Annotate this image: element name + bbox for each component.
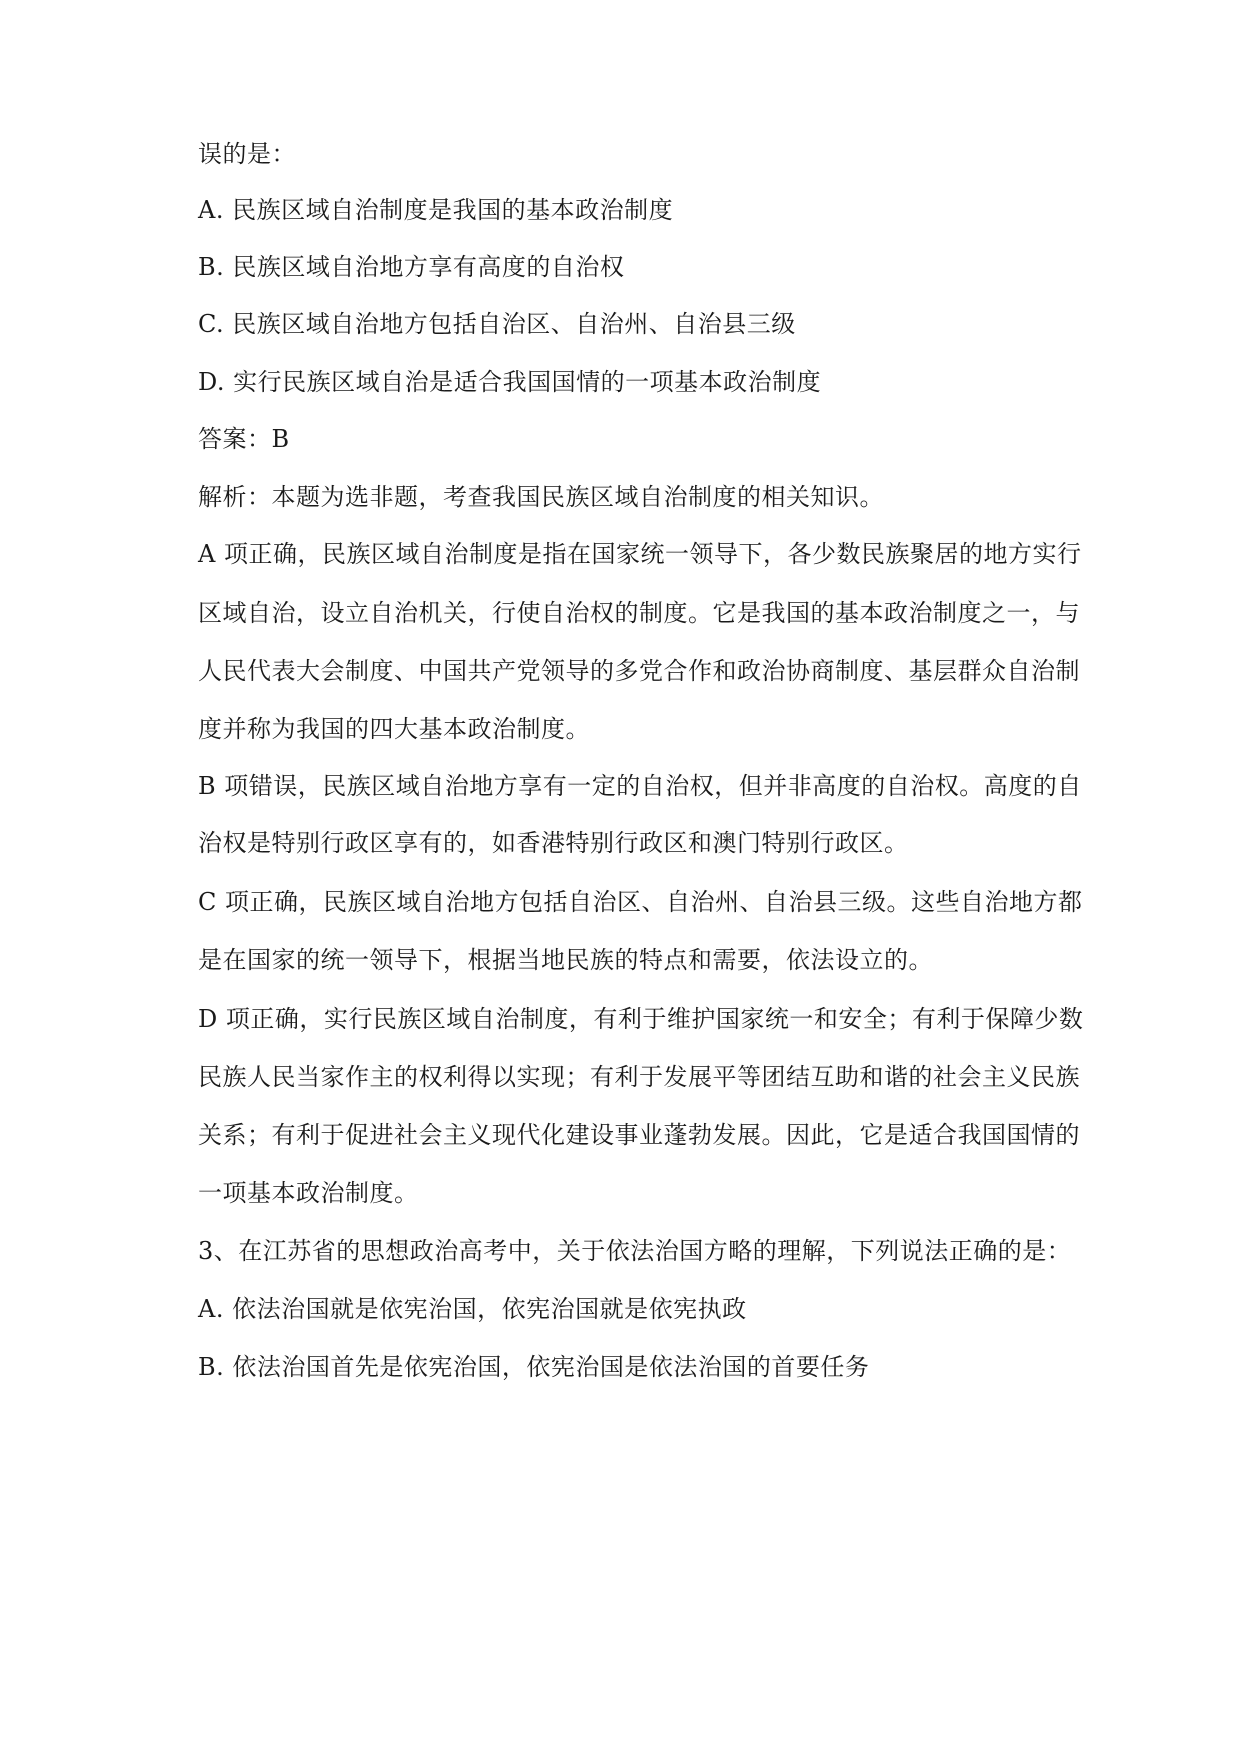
analysis-d-line-3: 关系；有利于促进社会主义现代化建设事业蓬勃发展。因此，它是适合我国国情的 (198, 1121, 1080, 1149)
analysis-a-line-3: 人民代表大会制度、中国共产党领导的多党合作和政治协商制度、基层群众自治制 (198, 657, 1080, 685)
option-c: C. 民族区域自治地方包括自治区、自治州、自治县三级 (198, 310, 796, 338)
analysis-a-line-1: A 项正确，民族区域自治制度是指在国家统一领导下，各少数民族聚居的地方实行 (198, 540, 1082, 568)
analysis-c-line-1: C 项正确，民族区域自治地方包括自治区、自治州、自治县三级。这些自治地方都 (198, 888, 1083, 916)
analysis-intro: 解析：本题为选非题，考查我国民族区域自治制度的相关知识。 (198, 483, 884, 511)
option-d: D. 实行民族区域自治是适合我国国情的一项基本政治制度 (198, 368, 822, 396)
analysis-c-line-2: 是在国家的统一领导下，根据当地民族的特点和需要，依法设立的。 (198, 946, 933, 974)
question-3-option-a: A. 依法治国就是依宪治国，依宪治国就是依宪执政 (198, 1295, 747, 1323)
analysis-b-line-1: B 项错误，民族区域自治地方享有一定的自治权，但并非高度的自治权。高度的自 (198, 772, 1082, 800)
analysis-d-line-4: 一项基本政治制度。 (198, 1179, 419, 1207)
question-3-stem: 3、在江苏省的思想政治高考中，关于依法治国方略的理解，下列说法正确的是： (198, 1237, 1072, 1265)
analysis-a-line-4: 度并称为我国的四大基本政治制度。 (198, 715, 590, 743)
answer: 答案：B (198, 425, 290, 453)
analysis-b-line-2: 治权是特别行政区享有的，如香港特别行政区和澳门特别行政区。 (198, 829, 909, 857)
analysis-a-line-2: 区域自治，设立自治机关，行使自治权的制度。它是我国的基本政治制度之一，与 (198, 599, 1080, 627)
question-3-option-b: B. 依法治国首先是依宪治国，依宪治国是依法治国的首要任务 (198, 1353, 870, 1381)
option-a: A. 民族区域自治制度是我国的基本政治制度 (198, 196, 674, 224)
analysis-d-line-2: 民族人民当家作主的权利得以实现；有利于发展平等团结互助和谐的社会主义民族 (198, 1063, 1080, 1091)
analysis-d-line-1: D 项正确，实行民族区域自治制度，有利于维护国家统一和安全；有利于保障少数 (198, 1005, 1084, 1033)
option-b: B. 民族区域自治地方享有高度的自治权 (198, 253, 625, 281)
question-stem-tail: 误的是： (198, 140, 296, 168)
